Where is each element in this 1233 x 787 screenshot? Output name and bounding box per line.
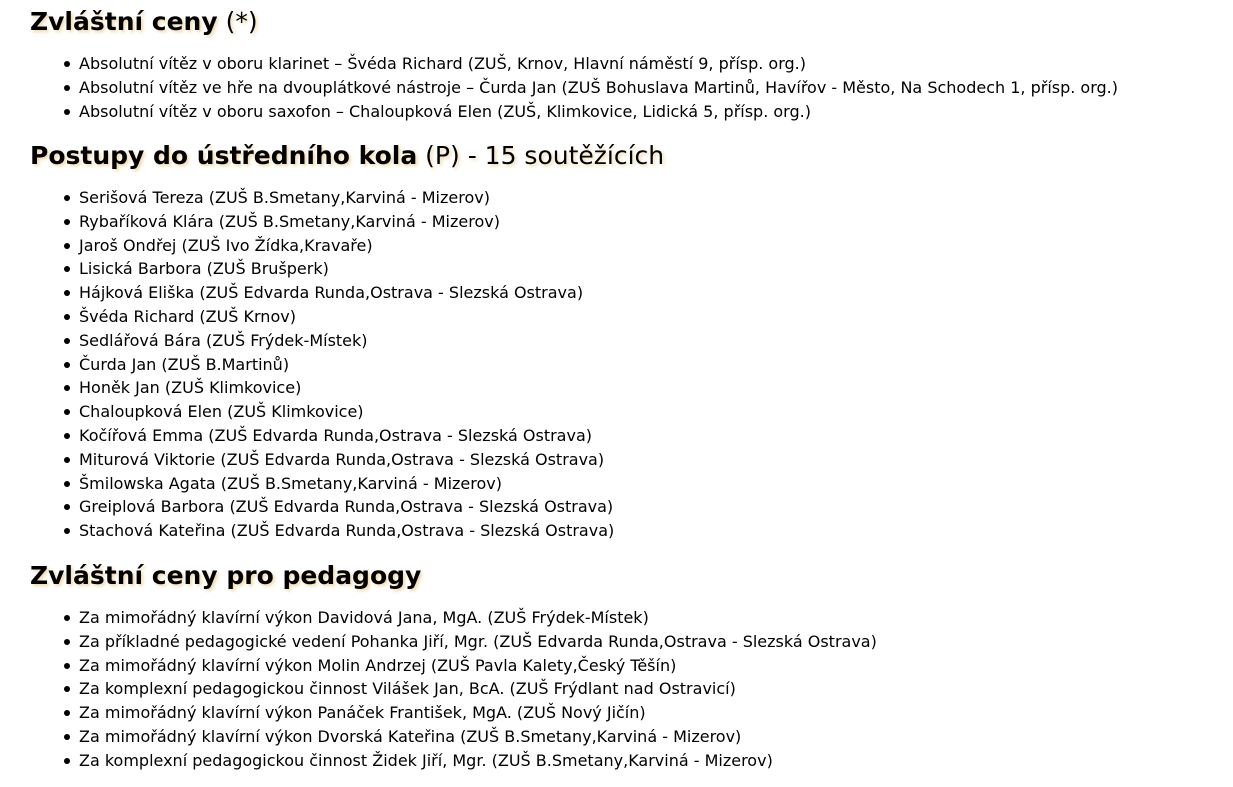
list-item-text: Šmilowska Agata (ZUŠ B.Smetany,Karviná - Mizerov) <box>79 473 502 493</box>
list-item <box>62 281 614 305</box>
list-item <box>62 701 877 725</box>
list-item-text: Rybaříková Klára (ZUŠ B.Smetany,Karviná - Mizerov) <box>79 211 500 231</box>
bullet-icon <box>64 481 70 487</box>
list-item-text: Za mimořádný klavírní výkon Davidová Jana, MgA. (ZUŠ Frýdek-Místek) <box>79 608 649 627</box>
section-title-teacher-prizes <box>30 561 421 591</box>
section-title-text: Zvláštní ceny <box>30 7 218 36</box>
bullet-icon <box>64 758 70 764</box>
list-item <box>62 472 614 496</box>
list-item-text: Čurda Jan (ZUŠ B.Martinů) <box>79 354 290 374</box>
bullet-icon <box>64 195 70 201</box>
list-item <box>62 76 1118 100</box>
special-prizes-list <box>62 52 1118 123</box>
list-item-text: Absolutní vítěz ve hře na dvouplátkové nástroje – Čurda Jan (ZUŠ Bohuslava Martinů, Havířov - Město, Na Schodech 1, přísp. org.) <box>79 77 1118 97</box>
list-item <box>62 100 1118 124</box>
list-item <box>62 448 614 472</box>
list-item <box>62 305 614 329</box>
list-item <box>62 424 614 448</box>
list-item-text: Greiplová Barbora (ZUŠ Edvarda Runda,Ostrava - Slezská Ostrava) <box>79 497 614 517</box>
bullet-icon <box>64 109 70 115</box>
bullet-icon <box>64 504 70 510</box>
list-item-text: Za mimořádný klavírní výkon Molin Andrzej (ZUŠ Pavla Kalety,Český Těšín) <box>79 655 677 675</box>
bullet-icon <box>64 457 70 463</box>
list-item-text: Sedlářová Bára (ZUŠ Frýdek-Místek) <box>79 330 368 350</box>
bullet-icon <box>64 338 70 344</box>
bullet-icon <box>64 639 70 645</box>
list-item-text: Za příkladné pedagogické vedení Pohanka Jiří, Mgr. (ZUŠ Edvarda Runda,Ostrava - Slezská Ostrava) <box>79 631 877 651</box>
list-item <box>62 329 614 353</box>
list-item <box>62 519 614 543</box>
bullet-icon <box>64 385 70 391</box>
bullet-icon <box>64 362 70 368</box>
list-item-text: Chaloupková Elen (ZUŠ Klimkovice) <box>79 402 364 422</box>
section-title-text: Zvláštní ceny pro pedagogy <box>30 561 422 590</box>
list-item <box>62 606 877 630</box>
list-item-text: Kočířová Emma (ZUŠ Edvarda Runda,Ostrava - Slezská Ostrava) <box>79 425 592 445</box>
bullet-icon <box>64 686 70 692</box>
list-item <box>62 654 877 678</box>
list-item <box>62 52 1118 76</box>
bullet-icon <box>64 663 70 669</box>
bullet-icon <box>64 710 70 716</box>
list-item-text: Lisická Barbora (ZUŠ Brušperk) <box>79 259 329 279</box>
list-item <box>62 749 877 773</box>
list-item <box>62 234 614 258</box>
list-item <box>62 376 614 400</box>
list-item <box>62 677 877 701</box>
advancements-list <box>62 186 614 543</box>
list-item-text: Za mimořádný klavírní výkon Panáček František, MgA. (ZUŠ Nový Jičín) <box>79 703 646 723</box>
list-item-text: Hájková Eliška (ZUŠ Edvarda Runda,Ostrava - Slezská Ostrava) <box>79 283 584 303</box>
list-item-text: Absolutní vítěz v oboru klarinet – Švéda Richard (ZUŠ, Krnov, Hlavní náměstí 9, přísp. org.) <box>79 54 806 73</box>
teacher-prizes-list <box>62 606 877 773</box>
bullet-icon <box>64 528 70 534</box>
section-title-advancements <box>30 141 664 171</box>
list-item-text: Honěk Jan (ZUŠ Klimkovice) <box>79 378 302 398</box>
list-item <box>62 495 614 519</box>
section-title-special-prizes <box>30 7 258 37</box>
bullet-icon <box>64 243 70 249</box>
bullet-icon <box>64 85 70 91</box>
bullet-icon <box>64 734 70 740</box>
list-item <box>62 210 614 234</box>
list-item <box>62 630 877 654</box>
bullet-icon <box>64 409 70 415</box>
bullet-icon <box>64 615 70 621</box>
list-item-text: Švéda Richard (ZUŠ Krnov) <box>79 306 296 326</box>
list-item-text: Za komplexní pedagogickou činnost Židek Jiří, Mgr. (ZUŠ B.Smetany,Karviná - Mizerov) <box>79 750 773 770</box>
bullet-icon <box>64 266 70 272</box>
bullet-icon <box>64 219 70 225</box>
list-item-text: Absolutní vítěz v oboru saxofon – Chaloupková Elen (ZUŠ, Klimkovice, Lidická 5, přísp. org.) <box>79 101 811 121</box>
section-title-text: Postupy do ústředního kola <box>30 141 418 170</box>
list-item <box>62 725 877 749</box>
list-item-text: Serišová Tereza (ZUŠ B.Smetany,Karviná - Mizerov) <box>79 188 490 207</box>
bullet-icon <box>64 290 70 296</box>
list-item <box>62 353 614 377</box>
section-title-suffix: (*) <box>217 7 258 36</box>
bullet-icon <box>64 433 70 439</box>
list-item-text: Jaroš Ondřej (ZUŠ Ivo Žídka,Kravaře) <box>79 235 373 255</box>
list-item-text: Za mimořádný klavírní výkon Dvorská Kateřina (ZUŠ B.Smetany,Karviná - Mizerov) <box>79 726 742 746</box>
list-item <box>62 186 614 210</box>
list-item-text: Miturová Viktorie (ZUŠ Edvarda Runda,Ostrava - Slezská Ostrava) <box>79 449 605 469</box>
list-item-text: Za komplexní pedagogickou činnost Vilášek Jan, BcA. (ZUŠ Frýdlant nad Ostravicí) <box>79 679 736 699</box>
bullet-icon <box>64 61 70 67</box>
list-item-text: Stachová Kateřina (ZUŠ Edvarda Runda,Ostrava - Slezská Ostrava) <box>79 521 615 541</box>
section-title-suffix: (P) - 15 soutěžících <box>417 141 665 170</box>
list-item <box>62 400 614 424</box>
list-item <box>62 257 614 281</box>
bullet-icon <box>64 314 70 320</box>
